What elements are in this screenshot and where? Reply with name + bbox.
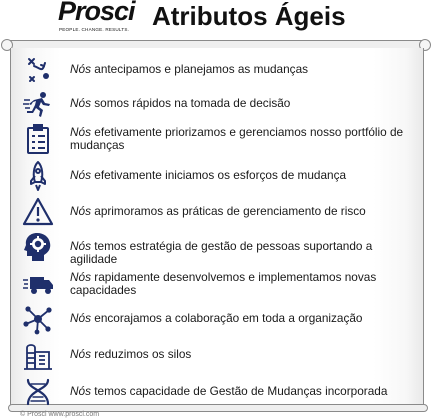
attribute-text: Nós efetivamente priorizamos e gerenciamos nosso portfólio de mudanças (70, 125, 404, 152)
attribute-item (22, 303, 418, 335)
attribute-item (22, 268, 418, 300)
clipboard-checklist-icon (22, 123, 54, 155)
delivery-truck-icon (22, 268, 54, 300)
network-nodes-icon (22, 303, 54, 335)
attribute-text: Nós temos estratégia de gestão de pessoas suportando a agilidade (70, 239, 373, 266)
silo-icon (22, 339, 54, 371)
rocket-icon (22, 160, 54, 192)
head-gear-icon (22, 231, 54, 263)
attribute-item (22, 160, 418, 192)
attribute-item (22, 231, 418, 266)
copyright-footer: © Prosci www.prosci.com (20, 411, 100, 418)
logo-tagline: PEOPLE. CHANGE. RESULTS. (59, 27, 130, 32)
warning-triangle-icon (22, 196, 54, 228)
attribute-text: Nós efetivamente iniciamos os esforços de mudança (70, 168, 347, 182)
attribute-item (22, 123, 418, 155)
strategy-play-icon (22, 54, 54, 86)
attribute-item (22, 88, 418, 120)
running-person-icon (22, 88, 54, 120)
attribute-text: Nós temos capacidade de Gestão de Mudanças incorporada (70, 384, 388, 398)
header (0, 0, 440, 40)
attribute-text: Nós rapidamente desenvolvemos e implementamos novas capacidades (70, 270, 377, 297)
prosci-logo (58, 0, 144, 38)
page-title: Atributos Ágeis (152, 1, 346, 31)
attribute-item (22, 339, 418, 371)
attribute-text: Nós reduzimos os silos (70, 347, 192, 361)
dna-icon (22, 376, 54, 408)
logo-wordmark: Prosci (58, 0, 135, 26)
attribute-item (22, 376, 418, 408)
attribute-text: Nós aprimoramos as práticas de gerenciamento de risco (70, 204, 366, 218)
attribute-item (22, 196, 418, 228)
attribute-text: Nós encorajamos a colaboração em toda a organização (70, 311, 363, 325)
attribute-text: Nós somos rápidos na tomada de decisão (70, 96, 291, 110)
attribute-text: Nós antecipamos e planejamos as mudanças (70, 62, 309, 76)
attribute-item (22, 54, 418, 86)
